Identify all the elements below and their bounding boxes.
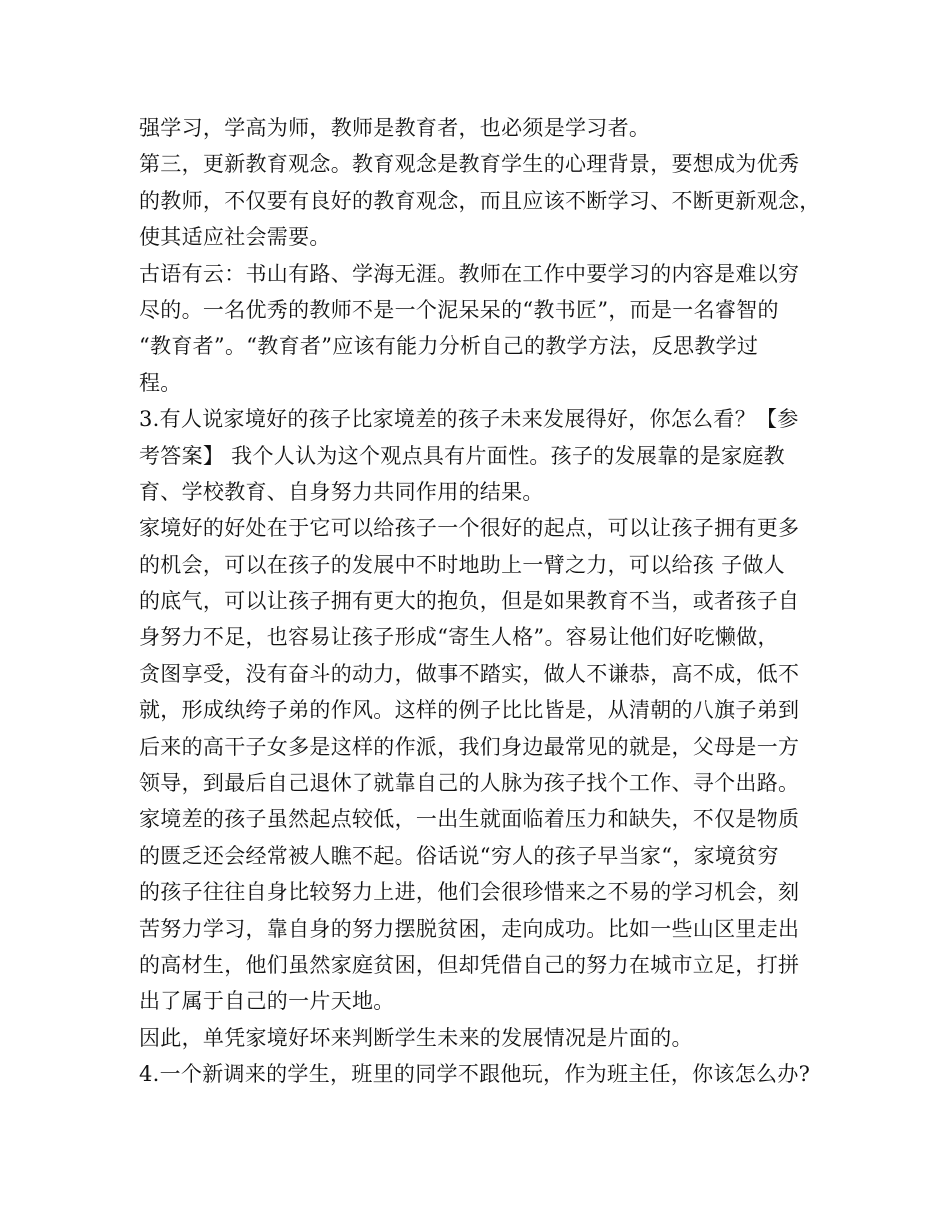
text-line-20: 家境差的孩子虽然起点较低，一出生就面临着压力和缺失，不仅是物质 xyxy=(139,807,800,832)
text-line-7: “教育者”。“教育者”应该有能力分析自己的教学方法，反思教学过 xyxy=(139,334,759,359)
text-line-24: 的高材生，他们虽然家庭贫困，但却凭借自己的努力在城市立足，打拼 xyxy=(139,952,800,977)
text-line-16: 贪图享受，没有奋斗的动力，做事不踏实，做人不谦恭，高不成，低不 xyxy=(139,661,800,686)
text-line-18: 后来的高干子女多是这样的作派，我们身边最常见的就是，父母是一方 xyxy=(139,734,800,759)
text-line-11: 育、学校教育、自身努力共同作用的结果。 xyxy=(139,479,544,504)
text-line-17: 就，形成纨绔子弟的作风。这样的例子比比皆是，从清朝的八旗子弟到 xyxy=(139,698,800,723)
text-line-12: 家境好的好处在于它可以给孩子一个很好的起点，可以让孩子拥有更多 xyxy=(139,516,800,541)
text-line-13: 的机会，可以在孩子的发展中不时地助上一臂之力，可以给孩 子做人 xyxy=(139,552,785,577)
text-line-26: 因此，单凭家境好坏来判断学生未来的发展情况是片面的。 xyxy=(139,1025,693,1050)
text-line-4: 使其适应社会需要。 xyxy=(139,225,331,250)
text-line-25: 出了属于自己的一片天地。 xyxy=(139,989,395,1014)
text-line-9: 3.有人说家境好的孩子比家境差的孩子未来发展得好，你怎么看？【参 xyxy=(139,407,799,432)
text-line-19: 领导，到最后自己退休了就靠自己的人脉为孩子找个工作、寻个出路。 xyxy=(139,771,800,796)
body-text xyxy=(139,110,829,1093)
text-line-14: 的底气，可以让孩子拥有更大的抱负，但是如果教育不当，或者孩子自 xyxy=(139,589,800,614)
text-line-21: 的匮乏还会经常被人瞧不起。俗话说“穷人的孩子早当家“，家境贫穷 xyxy=(139,843,779,868)
text-line-23: 苦努力学习，靠自身的努力摆脱贫困，走向成功。比如一些山区里走出 xyxy=(139,916,800,941)
text-line-10: 考答案】 我个人认为这个观点具有片面性。孩子的发展靠的是家庭教 xyxy=(139,443,785,468)
text-line-2: 第三，更新教育观念。教育观念是教育学生的心理背景，要想成为优秀 xyxy=(139,152,800,177)
text-line-3: 的教师，不仅要有良好的教育观念，而且应该不断学习、不断更新观念， xyxy=(139,188,821,213)
text-line-1: 强学习，学高为师，教师是教育者，也必须是学习者。 xyxy=(139,116,651,140)
text-line-6: 尽的。一名优秀的教师不是一个泥呆呆的“教书匠”，而是一名睿智的 xyxy=(139,297,779,322)
text-line-5: 古语有云：书山有路、学海无涯。教师在工作中要学习的内容是难以穷 xyxy=(139,261,800,286)
text-line-22: 的孩子往往自身比较努力上进，他们会很珍惜来之不易的学习机会，刻 xyxy=(139,880,800,905)
text-line-27: 4.一个新调来的学生，班里的同学不跟他玩，作为班主任，你该怎么办? xyxy=(139,1062,811,1087)
text-line-15: 身努力不足，也容易让孩子形成“寄生人格”。容易让他们好吃懒做， xyxy=(139,625,779,650)
text-line-8: 程。 xyxy=(139,370,182,395)
